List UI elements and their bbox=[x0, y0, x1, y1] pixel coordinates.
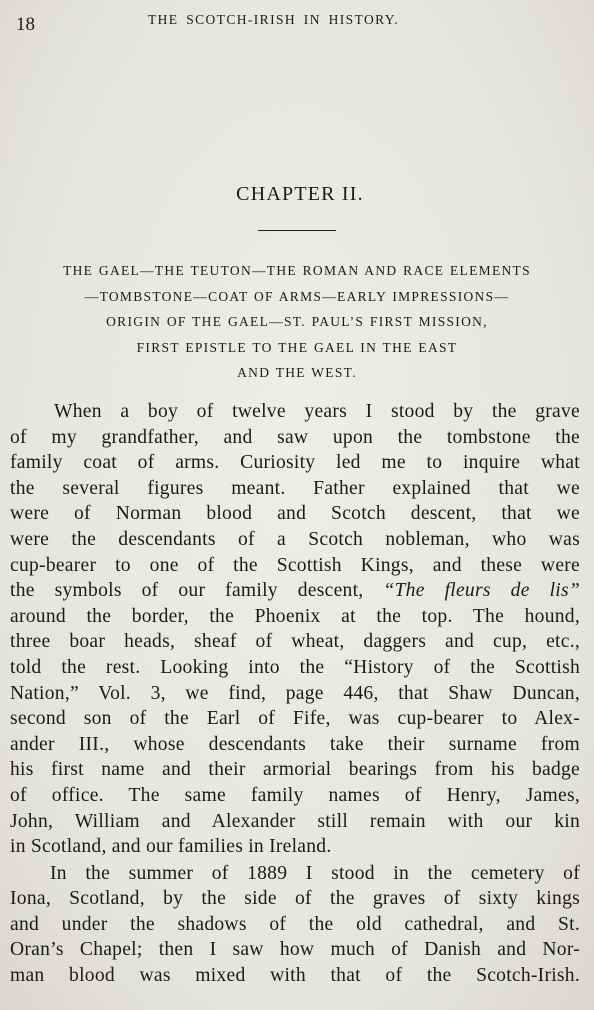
text-line: family coat of arms. Curiosity led me to inquire what bbox=[10, 452, 580, 474]
text-line: the several figures meant. Father explained that we bbox=[10, 477, 580, 499]
summary-line: —TOMBSTONE—COAT OF ARMS—EARLY IMPRESSIONS— bbox=[84, 288, 510, 304]
running-head: THE SCOTCH-IRISH IN HISTORY. bbox=[148, 12, 399, 27]
text-line: and under the shadows of the old cathedral, and St. bbox=[10, 913, 580, 935]
text-line: cup-bearer to one of the Scottish Kings, and these were bbox=[10, 554, 580, 576]
paragraph bbox=[10, 399, 580, 860]
text-line: ander III., whose descendants take their surname from bbox=[10, 733, 580, 755]
text-line: Iona, Scotland, by the side of the graves of sixty kings bbox=[10, 888, 580, 910]
text-line: were of Norman blood and Scotch descent, that we bbox=[10, 503, 580, 525]
text-line: Oran’s Chapel; then I saw how much of Danish and Nor- bbox=[10, 939, 580, 961]
text-line bbox=[10, 578, 580, 604]
text-line: John, William and Alexander still remain with our kin bbox=[10, 810, 580, 832]
chapter-title: CHAPTER II. bbox=[236, 183, 364, 205]
chapter-rule bbox=[258, 230, 336, 231]
text-line: three boar heads, sheaf of wheat, daggers and cup, etc., bbox=[10, 631, 580, 653]
summary-line: FIRST EPISTLE TO THE GAEL IN THE EAST bbox=[136, 339, 458, 355]
text-line: man blood was mixed with that of the Scotch-Irish. bbox=[10, 965, 580, 987]
summary-line: THE GAEL—THE TEUTON—THE ROMAN AND RACE ELEMENTS bbox=[63, 263, 531, 278]
text-line: In the summer of 1889 I stood in the cemetery of bbox=[50, 862, 580, 884]
body-text bbox=[10, 399, 580, 989]
text-line: his first name and their armorial bearings from his badge bbox=[10, 759, 580, 781]
text-line: of office. The same family names of Henry, James, bbox=[10, 784, 580, 806]
summary-line: ORIGIN OF THE GAEL—ST. PAUL’S FIRST MISSION, bbox=[106, 314, 488, 330]
chapter-summary bbox=[10, 258, 584, 386]
text-line: Nation,” Vol. 3, we find, page 446, that Shaw Duncan, bbox=[10, 682, 580, 704]
italic-phrase: “The fleurs de lis” bbox=[383, 580, 580, 602]
text-segment: the symbols of our family descent, bbox=[10, 580, 364, 602]
paragraph bbox=[10, 861, 580, 989]
text-line: second son of the Earl of Fife, was cup-bearer to Alex- bbox=[10, 708, 580, 730]
text-line: of my grandfather, and saw upon the tombstone the bbox=[10, 426, 580, 448]
text-line: told the rest. Looking into the “History of the Scottish bbox=[10, 656, 580, 678]
text-line: in Scotland, and our families in Ireland. bbox=[10, 836, 332, 858]
text-line: When a boy of twelve years I stood by the grave bbox=[54, 401, 580, 422]
text-line: were the descendants of a Scotch nobleman, who was bbox=[10, 528, 580, 550]
page-number: 18 bbox=[16, 14, 35, 35]
text-line: around the border, the Phoenix at the top. The hound, bbox=[10, 605, 580, 627]
summary-line: AND THE WEST. bbox=[237, 365, 357, 381]
